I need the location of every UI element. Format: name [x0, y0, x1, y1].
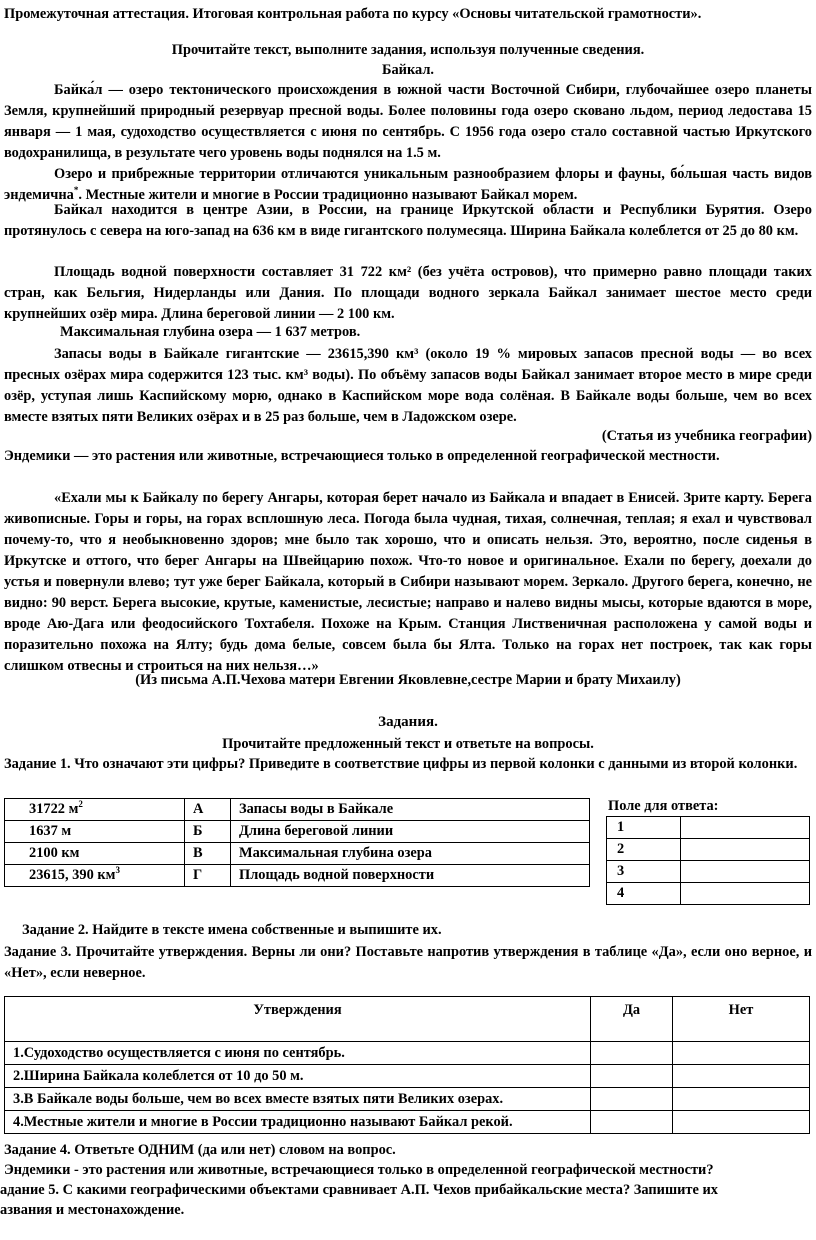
header-statements: Утверждения [5, 997, 591, 1042]
statement-cell: 2.Ширина Байкала колеблется от 10 до 50 м. [5, 1065, 591, 1088]
source-textbook: (Статья из учебника географии) [601, 428, 812, 444]
table-header-row [5, 997, 810, 1042]
letter-cell: Б [185, 821, 231, 843]
answer-input-cell[interactable] [681, 861, 810, 883]
statement-cell: 3.В Байкале воды больше, чем во всех вместе взятых пяти Великих озерах. [5, 1088, 591, 1111]
task-5-continued: азвания и местонахождение. [0, 1202, 185, 1218]
task-1: Задание 1. Что означают эти цифры? Приведите в соответствие цифры из первой колонки с данными из второй колонки. [4, 756, 798, 772]
paragraph-2: Озеро и прибрежные территории отличаются уникальным разнообразием флоры и фауны, бо́льшая часть видов эндемична*. Местные жители и многие в России традиционно называют Байкал морем. [4, 166, 812, 203]
footnote: Эндемики — это растения или животные, встречающиеся только в определенной географической местности. [4, 448, 720, 464]
no-cell[interactable] [673, 1065, 810, 1088]
table-row [5, 1065, 810, 1088]
matching-table [4, 798, 590, 887]
table-row [5, 799, 590, 821]
paragraph-4: Площадь водной поверхности составляет 31 722 км² (без учёта островов), что примерно равно площади таких стран, как Бельгия, Нидерланды или Дания. По площади водного зеркала Байкал занимает шестое место среди крупнейших озёр мира. Длина береговой линии — 2 100 км. [4, 264, 812, 322]
letter-source: (Из письма А.П.Чехова матери Евгении Яковлевне,сестре Марии и брату Михаилу) [135, 672, 681, 688]
paragraph-3: Байкал находится в центре Азии, в России, на границе Иркутской области и Республики Бурятия. Озеро протянулось с севера на юго-запад на 636 км в виде гигантского полумесяца. Ширина Байкала колеблется от 25 до 80 км. [4, 202, 812, 239]
paragraph-6: Запасы воды в Байкале гигантские — 23615,390 км³ (около 19 % мировых запасов пресной воды — во всех пресных озёрах мира содержится 123 тыс. км³ воды). По объёму запасов воды Байкал занимает второе место в мире среди озёр, уступая лишь Каспийскому морю, однако в Каспийском море вода солёная. В Байкале воды больше, чем во всех вместе взятых пяти Великих озёрах и в 25 раз больше, чем в Ладожском озере. [4, 346, 812, 425]
chekhov-letter: «Ехали мы к Байкалу по берегу Ангары, которая берет начало из Байкала и впадает в Енисей. Зрите карту. Берега живописные. Горы и горы, на горах всплошную леса. Погода была чудная, тихая, солнечная, теплая; я ехал и чувствовал почему-то, что я необыкновенно здоров; мне было так хорошо, что и описать нельзя. Это, вероятно, после сиденья в Иркутске и оттого, что берег Ангары на Швейцарию похож. Что-то новое и оригинальное. Ехали по берегу, доехали до устья и повернули влево; тут уже берег Байкала, который в Сибири называют морем. Зеркало. Другого берега, конечно, не видно: 90 верст. Берега высокие, крутые, каменистые, лесистые; направо и налево видны мысы, которые вдаются в море, вроде Аю-Дага или феодосийского Тохтабеля. Похоже на Крым. Станция Лиственичная расположена у самой воды и поразительно похожа на Ялту; будь дома белые, совсем была бы Ялта. Только на горах нет построек, так как горы слишком отвесны и строиться на них нельзя…» [4, 490, 812, 674]
table-row [607, 817, 810, 839]
tasks-instruction: Прочитайте предложенный текст и ответьте на вопросы. [222, 736, 594, 752]
footnote-mark: * [73, 185, 79, 196]
table-row [5, 865, 590, 887]
answer-input-cell[interactable] [681, 883, 810, 905]
answer-number: 2 [607, 839, 681, 861]
letter-cell: А [185, 799, 231, 821]
value-cell: 2100 км [5, 843, 185, 865]
yes-cell[interactable] [591, 1065, 673, 1088]
table-row [5, 821, 590, 843]
answer-input-cell[interactable] [681, 839, 810, 861]
task-4: Задание 4. Ответьте ОДНИМ (да или нет) словом на вопрос. [4, 1142, 396, 1158]
yes-cell[interactable] [591, 1111, 673, 1134]
no-cell[interactable] [673, 1111, 810, 1134]
paragraph-5: Максимальная глубина озера — 1 637 метров. [60, 324, 361, 340]
value-cell: 31722 $м^2$ [5, 799, 185, 821]
no-cell[interactable] [673, 1042, 810, 1065]
statements-table [4, 996, 810, 1134]
table-row [5, 1042, 810, 1065]
answer-number: 1 [607, 817, 681, 839]
header-no: Нет [673, 997, 810, 1042]
header-yes: Да [591, 997, 673, 1042]
table-row [607, 883, 810, 905]
table-row [607, 839, 810, 861]
letter-cell: В [185, 843, 231, 865]
document-header: Промежуточная аттестация. Итоговая контрольная работа по курсу «Основы читательской грамотности». [4, 6, 702, 22]
description-cell: Запасы воды в Байкале [231, 799, 590, 821]
no-cell[interactable] [673, 1088, 810, 1111]
statement-cell: 1.Судоходство осуществляется с июня по сентябрь. [5, 1042, 591, 1065]
value-cell: 23615, 390 $км^3$ [5, 865, 185, 887]
answer-field-title: Поле для ответа: [608, 798, 719, 814]
task-2: Задание 2. Найдите в тексте имена собственные и выпишите их. [22, 922, 442, 938]
yes-cell[interactable] [591, 1042, 673, 1065]
task-5: адание 5. С какими географическими объектами сравнивает А.П. Чехов прибайкальские места? Запишите их [0, 1182, 718, 1198]
description-cell: Площадь водной поверхности [231, 865, 590, 887]
table-row [607, 861, 810, 883]
task-3: Задание 3. Прочитайте утверждения. Верны ли они? Поставьте напротив утверждения в таблице «Да», если оно верное, и «Нет», если неверное. [4, 944, 812, 981]
answer-input-cell[interactable] [681, 817, 810, 839]
yes-cell[interactable] [591, 1088, 673, 1111]
letter-cell: Г [185, 865, 231, 887]
description-cell: Максимальная глубина озера [231, 843, 590, 865]
description-cell: Длина береговой линии [231, 821, 590, 843]
tasks-title: Задания. [378, 714, 438, 730]
instruction: Прочитайте текст, выполните задания, используя полученные сведения. [171, 42, 645, 58]
statement-cell: 4.Местные жители и многие в России традиционно называют Байкал рекой. [5, 1111, 591, 1134]
value-cell: 1637 м [5, 821, 185, 843]
answer-table [606, 816, 810, 905]
table-row [5, 1111, 810, 1134]
table-row [5, 1088, 810, 1111]
answer-number: 4 [607, 883, 681, 905]
text-title: Байкал. [381, 62, 435, 78]
task-4-question: Эндемики - это растения или животные, встречающиеся только в определенной географической местности? [4, 1162, 714, 1178]
table-row [5, 843, 590, 865]
answer-number: 3 [607, 861, 681, 883]
paragraph-1: Байка́л — озеро тектонического происхождения в южной части Восточной Сибири, глубочайшее озеро планеты Земля, крупнейший природный резервуар пресной воды. Более половины года озеро сковано льдом, период ледостава 15 января — 1 мая, судоходство осуществляется с июня по сентябрь. С 1956 года озеро стало составной частью Иркутского водохранилища, в результате чего уровень воды поднялся на 1.5 м. [4, 82, 812, 161]
